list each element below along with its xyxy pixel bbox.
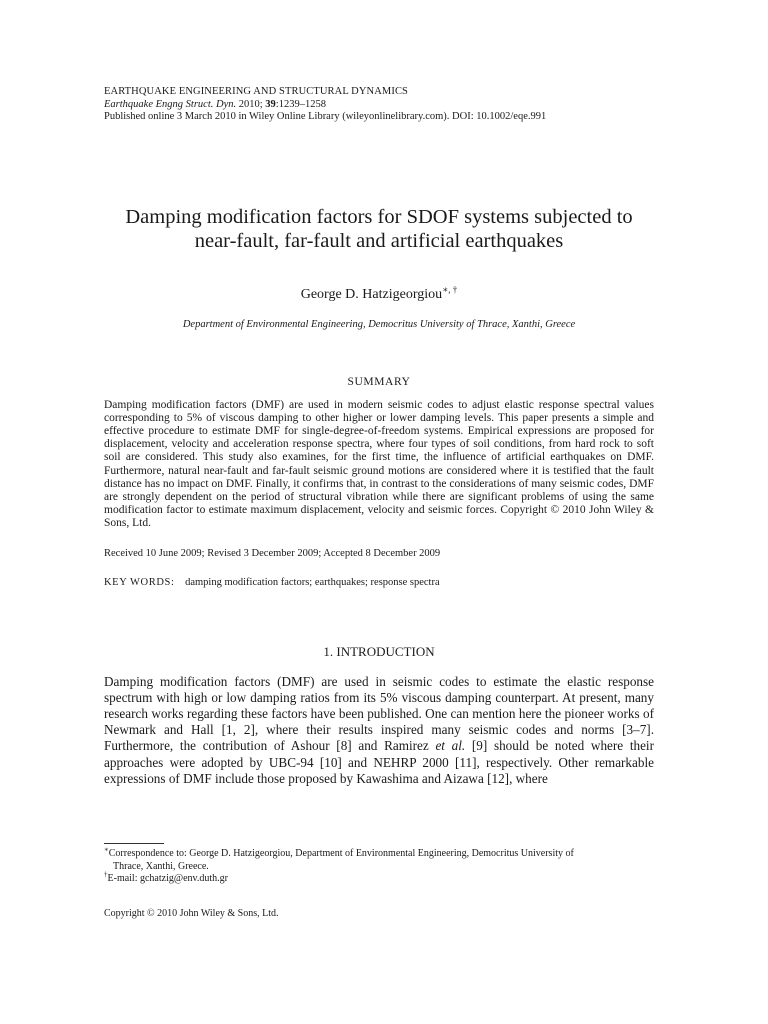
journal-pages: :1239–1258 [275,98,326,110]
correspondence-line-2: Thrace, Xanthi, Greece. [113,860,209,872]
publication-info: Published online 3 March 2010 in Wiley Online Library (wileyonlinelibrary.com). DOI: 10.1002/eqe.991 [104,111,547,122]
footnotes [104,843,654,886]
introduction-paragraph [104,674,654,787]
journal-citation [104,99,654,112]
title-line-1: Damping modification factors for SDOF systems subjected to [125,205,633,228]
author-footnote-marks: ∗, † [442,283,458,294]
footnote-correspondence [104,845,654,861]
keywords-label: KEY WORDS: [104,576,175,588]
copyright-notice: Copyright © 2010 John Wiley & Sons, Ltd. [104,908,279,919]
paper-title [104,205,654,253]
footnote-mark-dagger: † [104,870,108,879]
summary-heading: SUMMARY [347,375,411,388]
journal-volume: 39 [265,98,276,110]
section-heading-introduction: 1. INTRODUCTION [323,643,435,659]
footnote-divider [104,843,164,844]
correspondence-line-1: Correspondence to: George D. Hatzigeorgiou, Department of Environmental Engineering, Democritus University of [108,848,574,859]
keywords-list: damping modification factors; earthquakes; response spectra [185,576,440,588]
title-line-2: near-fault, far-fault and artificial earthquakes [194,229,564,252]
footnote-mark-asterisk: ∗ [104,845,109,854]
affiliation: Department of Environmental Engineering, Democritus University of Thrace, Xanthi, Greece [182,318,576,330]
email-text: E-mail: gchatzig@env.duth.gr [107,873,228,884]
intro-text-part-1: Damping modification factors (DMF) are used in seismic codes to estimate the elastic response spectrum with high or low damping ratios from its 5% viscous damping counterpart. At present, many research works regarding these factors have been published. One can mention here the pioneer works of Newmark and Hall [1, 2], where their results inspired many seismic codes and norms [3–7]. Furthermore, the contribution of Ashour [8] and Ramirez [104,673,654,754]
intro-text-part-2: [9] should be noted where their approaches were adopted by UBC-94 [10] and NEHRP 2000 [11], respectively. Other remarkable expressions of DMF include those proposed by Kawashima and Aizawa [12], where [104,738,654,786]
journal-header [104,86,654,124]
journal-abbrev: Earthquake Engng Struct. Dyn. [104,98,237,110]
paper-page [104,86,654,787]
intro-et-al: et al. [435,738,466,754]
journal-name: EARTHQUAKE ENGINEERING AND STRUCTURAL DYNAMICS [104,86,408,97]
abstract-text: Damping modification factors (DMF) are used in modern seismic codes to adjust elastic response spectral values corresponding to 5% of viscous damping to other higher or lower damping levels. This paper presents a simple and effective procedure to estimate DMF for single-degree-of-freedom systems. Empirical expressions are proposed for displacement, velocity and acceleration response spectra, where four types of soil conditions, from hard rock to soft soil are considered. This study also examines, for the first time, the influence of artificial earthquakes on DMF. Furthermore, natural near-fault and far-fault seismic ground motions are considered where it is testified that the fault distance has no impact on DMF. Finally, it confirms that, in contrast to the considerations of many seismic codes, DMF are strongly dependent on the period of structural vibration while there are significant problems of using the same modification factor to estimate maximum displacement, velocity and seismic forces. Copyright © 2010 John Wiley & Sons, Ltd. [104,398,654,530]
received-dates: Received 10 June 2009; Revised 3 December 2009; Accepted 8 December 2009 [104,547,441,559]
author-line [104,283,654,303]
keywords-line [104,577,654,588]
footnote-email [104,870,654,886]
author-name: George D. Hatzigeorgiou [300,286,443,302]
journal-year: 2010; [238,98,263,110]
